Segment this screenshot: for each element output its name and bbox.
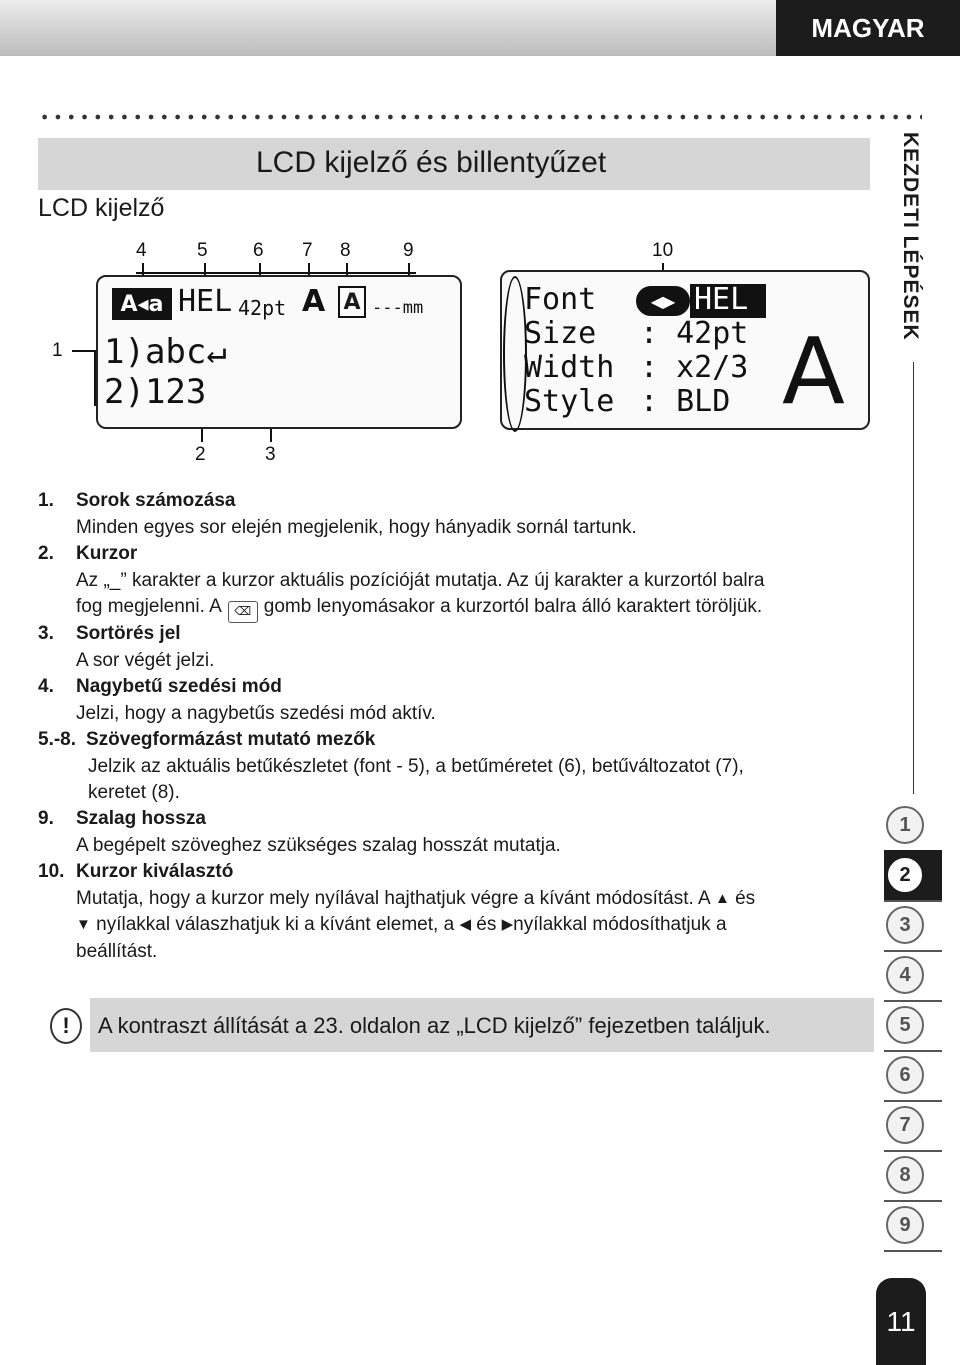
menu-label-width: Width: [524, 350, 615, 385]
top-banner: [0, 0, 776, 56]
chapter-number: 3: [886, 906, 924, 944]
callout-8: 8: [340, 240, 351, 261]
chapter-tab-7[interactable]: [884, 1100, 942, 1152]
page-title: LCD kijelző és billentyűzet: [256, 146, 607, 179]
item-number: 1.: [38, 490, 54, 511]
chapter-tab-2[interactable]: [884, 850, 942, 902]
item-title: Kurzor kiválasztó: [76, 861, 234, 882]
chapter-number: 4: [886, 956, 924, 994]
desc-line: beállítást.: [76, 940, 158, 962]
page-number: 11: [876, 1278, 926, 1365]
side-divider: [913, 362, 914, 794]
desc-line: keretet (8).: [88, 782, 180, 803]
desc-fragment: Mutatja, hogy a kurzor mely nyílával hajthatjuk végre a kívánt módosítást. A: [76, 887, 710, 909]
menu-value-font: HEL: [694, 282, 749, 317]
item-title: Nagybetű szedési mód: [76, 676, 282, 697]
item-description: A begépelt szöveghez szükséges szalag hosszát mutatja.: [76, 834, 561, 856]
chapter-number: 9: [886, 1206, 924, 1244]
menu-label-font: Font: [524, 282, 597, 317]
desc-fragment: nyílakkal módosíthatjuk a: [513, 914, 727, 935]
caps-mode-icon: A◂a: [112, 288, 172, 320]
item-description: Jelzi, hogy a nagybetűs szedési mód aktív.: [76, 702, 436, 724]
arrow-right-icon: ▶: [501, 916, 514, 933]
chapter-tab-6[interactable]: [884, 1050, 942, 1102]
arrow-left-icon: ◀: [459, 916, 471, 933]
item-title: Sorok számozása: [76, 490, 236, 511]
arrow-down-icon: ▼: [76, 916, 91, 933]
frame-mode-icon: A: [338, 286, 366, 318]
lcd-size-field: 42pt: [238, 296, 287, 320]
lcd-tape-length: ---mm: [372, 298, 424, 318]
desc-fragment: fog megjelenni. A: [76, 596, 222, 617]
section-heading: LCD kijelző: [38, 194, 165, 222]
chapter-tab-8[interactable]: [884, 1150, 942, 1202]
dotted-divider: [38, 114, 922, 120]
desc-fragment: és: [735, 887, 756, 909]
desc-line: [76, 886, 866, 913]
menu-label-size: Size: [524, 316, 597, 351]
lcd-line-2: 2)123: [104, 372, 207, 412]
item-description: [88, 754, 878, 807]
menu-value-size: : 42pt: [640, 316, 749, 351]
chapter-number: 2: [886, 856, 924, 894]
item-title: Kurzor: [76, 543, 138, 564]
leader-bar: [136, 272, 416, 274]
desc-fragment: nyílakkal válaszhatjuk ki a kívánt elemet, a: [96, 914, 455, 935]
item-number: 5.-8.: [38, 729, 77, 750]
desc-fragment: és: [476, 914, 497, 935]
item-description: [76, 568, 866, 624]
chapter-number: 1: [886, 806, 924, 844]
lcd-line-1: 1)abc↵: [104, 332, 227, 372]
menu-label-style: Style: [524, 384, 615, 419]
callout-4: 4: [136, 240, 147, 261]
preview-glyph: A: [782, 318, 845, 425]
item-number: 4.: [38, 676, 54, 697]
chapter-tab-4[interactable]: [884, 950, 942, 1002]
chapter-number: 8: [886, 1156, 924, 1194]
side-heading: KEZDETI LÉPÉSEK: [899, 132, 922, 341]
chapter-tab-9[interactable]: [884, 1200, 942, 1252]
chapter-tab-3[interactable]: [884, 900, 942, 952]
callout-2: 2: [195, 444, 206, 465]
callout-5: 5: [197, 240, 208, 261]
callout-7: 7: [302, 240, 313, 261]
item-title: Szövegformázást mutató mezők: [86, 729, 376, 750]
menu-value-style: : BLD: [640, 384, 731, 419]
warning-icon: !: [50, 1008, 82, 1044]
callout-10: 10: [652, 240, 674, 261]
language-tab: MAGYAR: [776, 0, 960, 56]
item-description: Minden egyes sor elején megjelenik, hogy hányadik sornál tartunk.: [76, 516, 637, 538]
selector-arrows-icon: ◀▶: [636, 286, 690, 316]
lcd-font-field: HEL: [178, 284, 233, 319]
menu-value-width: : x2/3: [640, 350, 749, 385]
chapter-number: 7: [886, 1106, 924, 1144]
chapter-tab-5[interactable]: [884, 1000, 942, 1052]
desc-line: [76, 594, 866, 623]
item-description: [76, 886, 866, 966]
arrow-up-icon: ▲: [714, 889, 730, 907]
item-title: Szalag hossza: [76, 808, 206, 829]
lcd-width-field: A: [302, 284, 326, 319]
item-number: 2.: [38, 543, 54, 564]
desc-line: Az „_” karakter a kurzor aktuális pozícióját mutatja. Az új karakter a kurzortól balra: [76, 569, 765, 591]
callout-3: 3: [265, 444, 276, 465]
note-text: A kontraszt állítását a 23. oldalon az „LCD kijelző” fejezetben találjuk.: [98, 1013, 771, 1038]
callout-9: 9: [403, 240, 414, 261]
desc-line: [76, 912, 866, 939]
item-number: 9.: [38, 808, 54, 829]
desc-fragment: gomb lenyomásakor a kurzortól balra álló karaktert töröljük.: [263, 596, 763, 617]
desc-line: Jelzik az aktuális betűkészletet (font - 5), a betűméretet (6), betűváltozatot (7),: [88, 755, 744, 777]
chapter-number: 6: [886, 1056, 924, 1094]
item-title: Sortörés jel: [76, 623, 181, 644]
item-number: 3.: [38, 623, 54, 644]
chapter-tab-1[interactable]: [884, 800, 942, 852]
backspace-key-icon: ⌫: [228, 601, 258, 623]
item-description: A sor végét jelzi.: [76, 649, 215, 671]
chapter-number: 5: [886, 1006, 924, 1044]
callout-6: 6: [253, 240, 264, 261]
callout-1: 1: [52, 340, 63, 361]
item-number: 10.: [38, 861, 65, 882]
